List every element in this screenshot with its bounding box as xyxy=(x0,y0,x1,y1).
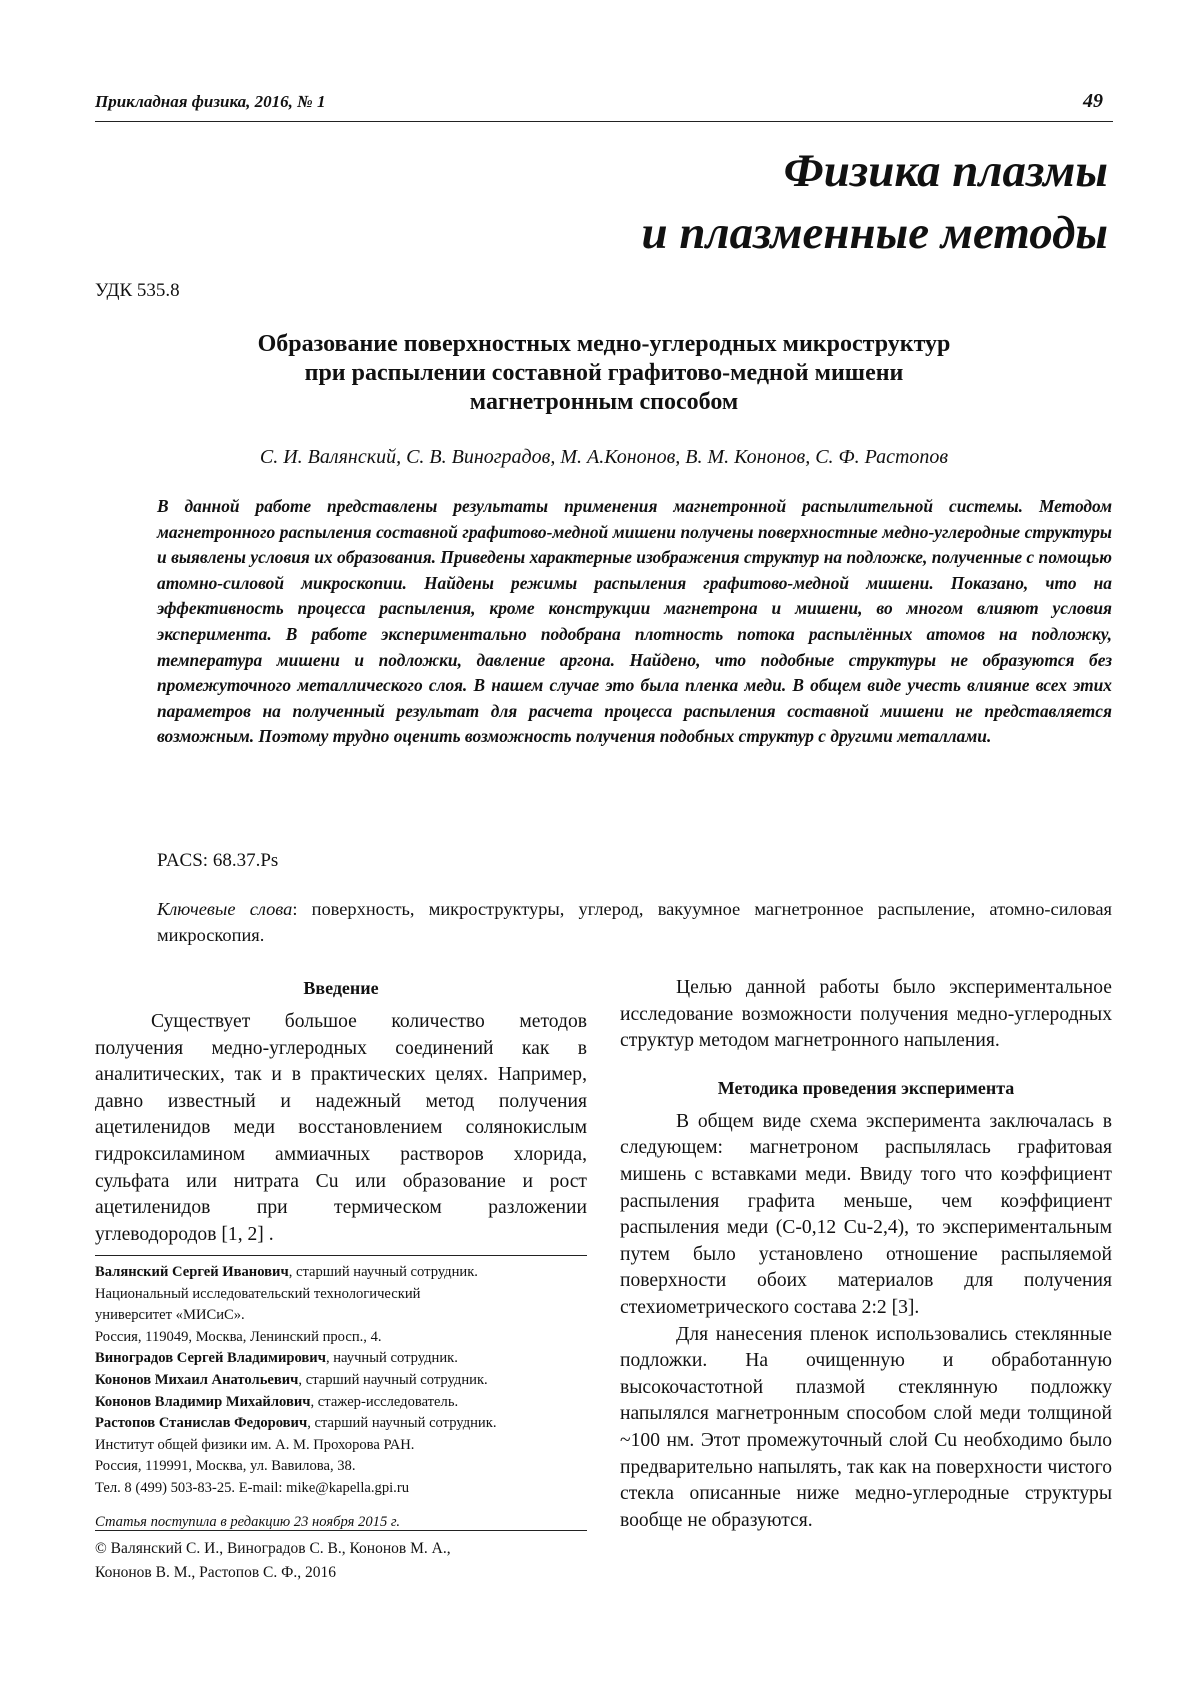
pacs-code: PACS: 68.37.Ps xyxy=(157,850,279,871)
affiliation-line: Виноградов Сергей Владимирович, научный сотрудник. xyxy=(95,1350,458,1367)
affiliation-line: Россия, 119049, Москва, Ленинский просп., 4. xyxy=(95,1328,382,1345)
intro-heading: Введение xyxy=(303,978,379,998)
section-title-line: и плазменные методы xyxy=(641,207,1108,259)
keywords-text: : поверхность, микроструктуры, углерод, вакуумное магнетронное распыление, атомно-силовая микроскопия. xyxy=(157,899,1112,945)
article-title-line: Образование поверхностных медно-углеродных микроструктур xyxy=(257,331,951,357)
article-title xyxy=(95,330,1113,417)
section-title-line: Физика плазмы xyxy=(783,145,1108,197)
received-date: Статья поступила в редакцию 23 ноября 2015 г. xyxy=(95,1513,401,1530)
affiliation-line: Растопов Станислав Федорович, старший научный сотрудник. xyxy=(95,1415,497,1432)
journal-citation: Прикладная физика, 2016, № 1 xyxy=(95,92,326,111)
affiliation-line: Институт общей физики им. А. М. Прохорова РАН. xyxy=(95,1436,415,1453)
left-column xyxy=(95,975,587,1248)
author-list: С. И. Валянский, С. В. Виноградов, М. А.Кононов, В. М. Кононов, С. Ф. Растопов xyxy=(259,446,949,468)
method-heading: Методика проведения эксперимента xyxy=(717,1077,1015,1098)
article-title-line: магнетронным способом xyxy=(469,389,739,415)
abstract: В данной работе представлены результаты применения магнетронной распылительной системы. Методом магнетронного распыления составной графитово-медной мишени получены поверхностные медно-углеродные структуры и выявлены условия их образования. Приведены характерные изображения структур на подложке, полученные с помощью атомно-силовой микроскопии. Найдены режимы распыления графитово-медной мишени. Показано, что на эффективность процесса распыления, кроме конструкции магнетрона и мишени, во многом влияют условия эксперимента. В работе экспериментально подобрана плотность потока распылённых атомов на подложку, температура мишени и подложки, давление аргона. Найдено, что подобные структуры не образуются без промежуточного металлического слоя. В нашем случае это была пленка меди. В общем виде учесть влияние всех этих параметров на полученный результат для расчета процесса распыления составной мишени не представляется возможным. Поэтому трудно оценить возможность получения подобных структур с другими металлами. xyxy=(157,496,1112,747)
affiliation-line: Кононов Владимир Михайлович, стажер-исследователь. xyxy=(95,1393,459,1410)
section-title xyxy=(642,140,1108,264)
page-number: 49 xyxy=(1083,90,1103,112)
copyright-line: © Валянский С. И., Виноградов С. В., Кононов М. А., xyxy=(95,1540,451,1557)
method-paragraph-1: В общем виде схема эксперимента заключалась в следующем: магнетроном распылялась графитовая мишень с вставками меди. Ввиду того что коэффициент распыления графита меньше, чем коэффициент распыления меди (С-0,12 Cu-2,4), то экспериментальным путем было установлено отношение распыляемой поверхности обоих материалов для получения стехиометрического состава 2:2 [3]. xyxy=(620,1110,1112,1318)
goal-paragraph: Целью данной работы было экспериментальное исследование возможности получения медно-углеродных структур методом магнетронного напыления. xyxy=(620,977,1112,1052)
keywords-label: Ключевые слова xyxy=(157,899,293,919)
copyright-notice xyxy=(95,1530,587,1585)
affiliation-line: Валянский Сергей Иванович, старший научный сотрудник. xyxy=(95,1264,478,1280)
affiliation-line: Национальный исследовательский технологический xyxy=(95,1285,421,1302)
copyright-line: Кононов В. М., Растопов С. Ф., 2016 xyxy=(95,1564,336,1581)
article-title-line: при распылении составной графитово-медной мишени xyxy=(304,360,904,386)
running-header xyxy=(95,90,1113,122)
affiliation-line: университет «МИСиС». xyxy=(95,1307,245,1324)
intro-paragraph: Существует большое количество методов получения медно-углеродных соединений как в аналитических, так и в практических целях. Например, давно известный и надежный метод получения ацетиленидов меди восстановлением солянокислым гидроксиламином аммиачных растворов хлорида, сульфата или нитрата Cu или образование и рост ацетиленидов при термическом разложении углеводородов [1, 2] . xyxy=(95,1011,587,1245)
keywords xyxy=(157,896,1112,948)
udk-code: УДК 535.8 xyxy=(95,280,180,301)
affiliation-line: Россия, 119991, Москва, ул. Вавилова, 38. xyxy=(95,1458,356,1475)
right-column xyxy=(620,975,1112,1534)
method-paragraph-2: Для нанесения пленок использовались стеклянные подложки. На очищенную и обработанную высокочастотной плазмой стеклянную подложку напылялся магнетронным способом слой меди толщиной ~100 нм. Этот промежуточный слой Cu необходимо было предварительно напылять, так как на поверхности чистого стекла описанные ниже медно-углеродные структуры вообще не образуются. xyxy=(620,1323,1112,1531)
affiliation-line: Кононов Михаил Анатольевич, старший научный сотрудник. xyxy=(95,1371,488,1388)
affiliation-line: Тел. 8 (499) 503-83-25. E-mail: mike@kapella.gpi.ru xyxy=(95,1479,409,1496)
author-affiliations xyxy=(95,1255,587,1533)
